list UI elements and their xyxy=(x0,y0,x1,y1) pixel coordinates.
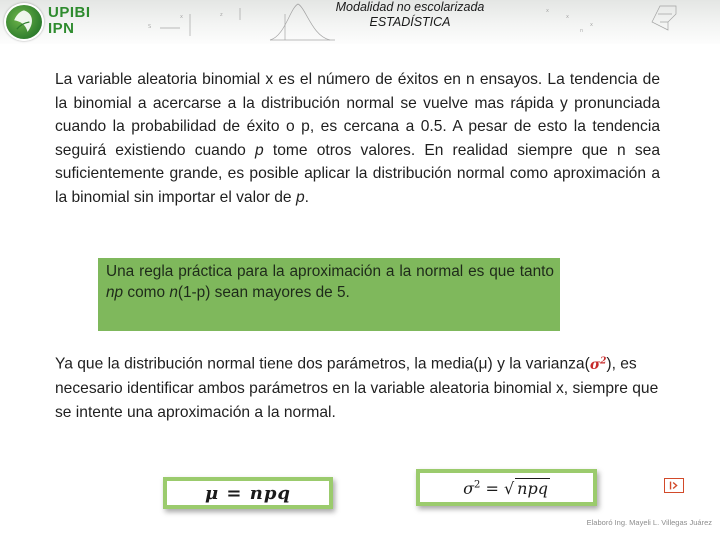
variance-exponent: 2 xyxy=(473,479,481,491)
inline-sigma-symbol xyxy=(590,357,607,373)
variance-radicand: npq xyxy=(517,478,548,498)
variance-equals: = xyxy=(480,478,504,498)
svg-text:z: z xyxy=(220,12,223,18)
course-modality: Modalidad no escolarizada xyxy=(335,0,485,14)
svg-text:n: n xyxy=(580,28,584,34)
header-banner xyxy=(0,0,720,44)
logo-line-ipn: IPN xyxy=(48,20,75,37)
mean-formula-box xyxy=(163,477,333,509)
inline-sigma: σ xyxy=(589,356,601,373)
rule-text-c: (1-p) sean mayores de 5. xyxy=(177,284,350,301)
parameters-paragraph xyxy=(55,350,660,424)
para2-text-a: Ya que la distribución normal tiene dos parámetros, la media(μ) y la varianza( xyxy=(55,355,590,373)
para2-text-b: ), es necesario identificar ambos parámetros en la variable aleatoria binomial x, siempre que se intente una aproximación a la normal. xyxy=(55,355,659,421)
author-credit: Elaboró Ing. Mayeli L. Villegas Juárez xyxy=(586,518,712,527)
svg-text:x: x xyxy=(590,22,593,28)
svg-text:x: x xyxy=(180,14,183,20)
inline-sigma-exponent: 2 xyxy=(600,356,607,366)
rule-var-n: n xyxy=(169,284,178,301)
para1-var-p2: p xyxy=(295,188,305,206)
course-title xyxy=(300,0,520,30)
rule-var-np: np xyxy=(106,284,124,301)
para1-text-c: . xyxy=(304,188,309,206)
para1-text-b: tome otros valores. En realidad siempre que n sea suficientemente grande, es posible aplicar la distribución normal como aproximación a la binomial sin importar el valor de xyxy=(55,141,660,206)
svg-text:S: S xyxy=(148,24,152,30)
svg-text:x: x xyxy=(546,8,549,14)
variance-root-sign: √ xyxy=(503,478,515,498)
mean-formula: μ = npq xyxy=(204,482,292,504)
rule-text-a: Una regla práctica para la aproximación a la normal es que tanto xyxy=(106,263,554,280)
rule-text-b: como xyxy=(123,284,170,301)
para1-text-a: La variable aleatoria binomial x es el número de éxitos en n ensayos. La tendencia de la binomial a acercarse a la distribución normal se vuelve mas rápida y pronunciada cuando la probabilidad de éxito o p, es cercana a 0.5. A pesar de esto la tendencia seguirá existiendo cuando xyxy=(55,71,660,159)
variance-formula xyxy=(463,478,550,498)
variance-formula-box xyxy=(416,469,597,506)
upibi-leaf-logo-icon xyxy=(4,3,44,41)
logo-line-upibi: UPIBI xyxy=(48,4,91,21)
rule-of-thumb-box xyxy=(98,258,560,331)
logo-text xyxy=(48,5,114,37)
next-slide-icon[interactable] xyxy=(664,478,684,493)
svg-text:x: x xyxy=(566,14,569,20)
variance-sigma: σ xyxy=(463,478,474,498)
para1-var-p: p xyxy=(255,141,264,159)
course-name: ESTADÍSTICA xyxy=(369,15,451,29)
rule-of-thumb-text xyxy=(106,261,554,303)
upibi-logo xyxy=(4,3,116,41)
binomial-intro-paragraph xyxy=(55,68,660,210)
